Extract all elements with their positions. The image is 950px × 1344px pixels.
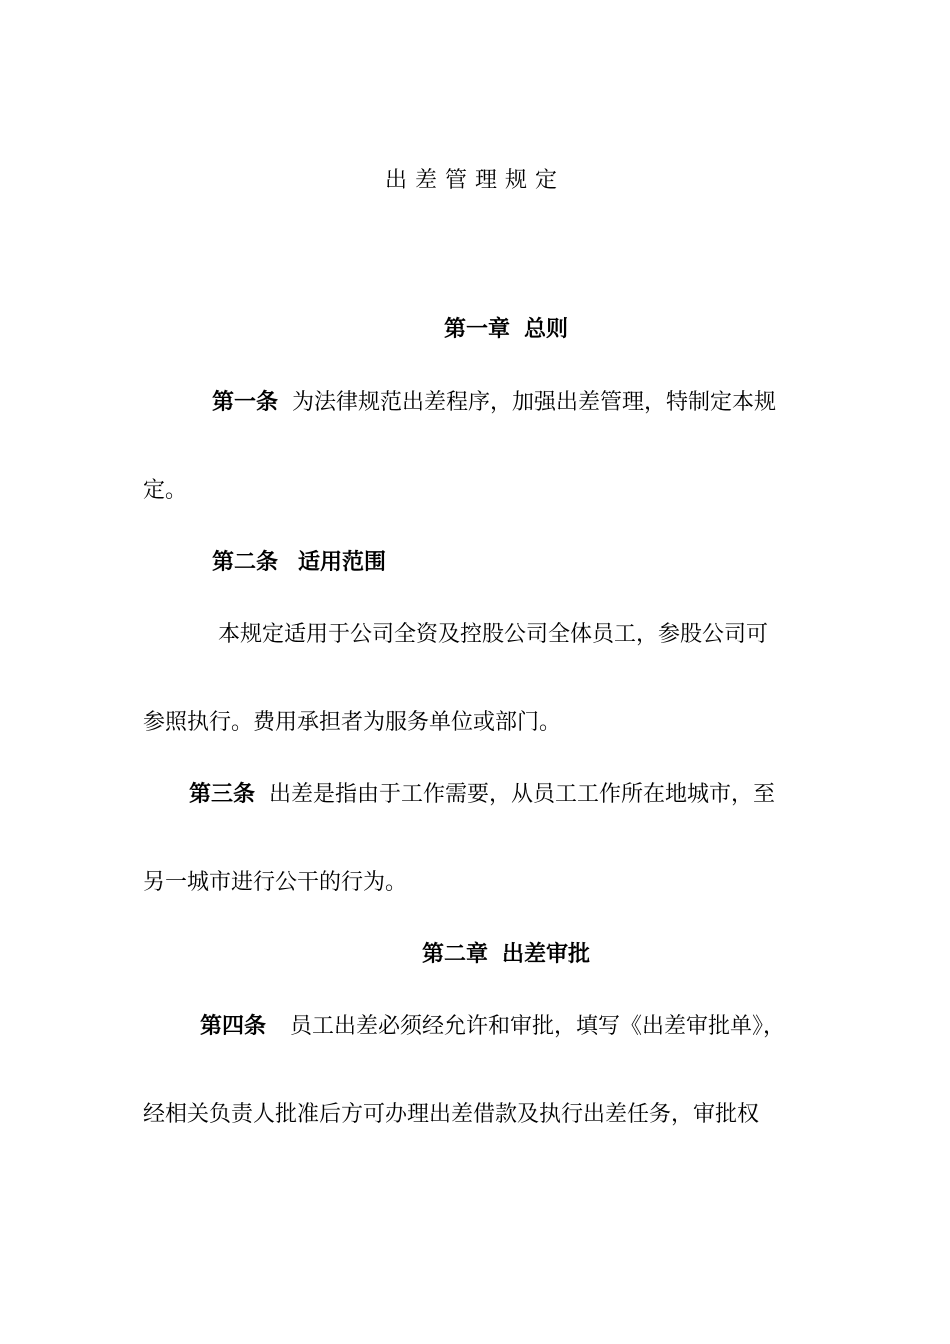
chapter-heading-1 <box>0 316 950 344</box>
article-2-label: 第二条 <box>212 550 279 575</box>
article-4-text-1: 员工出差必须经允许和审批，填写《出差审批单》， <box>290 1014 786 1039</box>
article-2-line-2: 参照执行。费用承担者为服务单位或部门。 <box>143 710 562 735</box>
article-1-label: 第一条 <box>212 390 279 415</box>
document-title: 出差管理规定 <box>384 168 565 193</box>
article-4-line-2: 经相关负责人批准后方可办理出差借款及执行出差任务，审批权 <box>143 1102 760 1127</box>
chapter-2-prefix: 第二章 <box>421 942 488 967</box>
article-2-heading-line <box>212 549 386 577</box>
article-1-text-1: 为法律规范出差程序，加强出差管理，特制定本规 <box>292 390 777 415</box>
article-1-line-1 <box>212 389 776 417</box>
article-3-line-2: 另一城市进行公干的行为。 <box>143 870 408 895</box>
chapter-2-name: 出差审批 <box>502 942 591 967</box>
chapter-heading-2 <box>0 941 950 969</box>
article-2-heading: 适用范围 <box>298 550 387 575</box>
article-1-line-2: 定。 <box>143 478 188 503</box>
chapter-1-prefix: 第一章 <box>443 317 510 342</box>
article-3-text-1: 出差是指由于工作需要，从员工工作所在地城市，至 <box>269 782 776 807</box>
article-3-label: 第三条 <box>189 782 256 807</box>
article-2-line-1: 本规定适用于公司全资及控股公司全体员工，参股公司可 <box>218 622 769 647</box>
article-4-line-1 <box>200 1013 785 1041</box>
chapter-1-name: 总则 <box>524 317 569 342</box>
article-3-line-1 <box>189 781 775 809</box>
article-4-label: 第四条 <box>200 1014 267 1039</box>
